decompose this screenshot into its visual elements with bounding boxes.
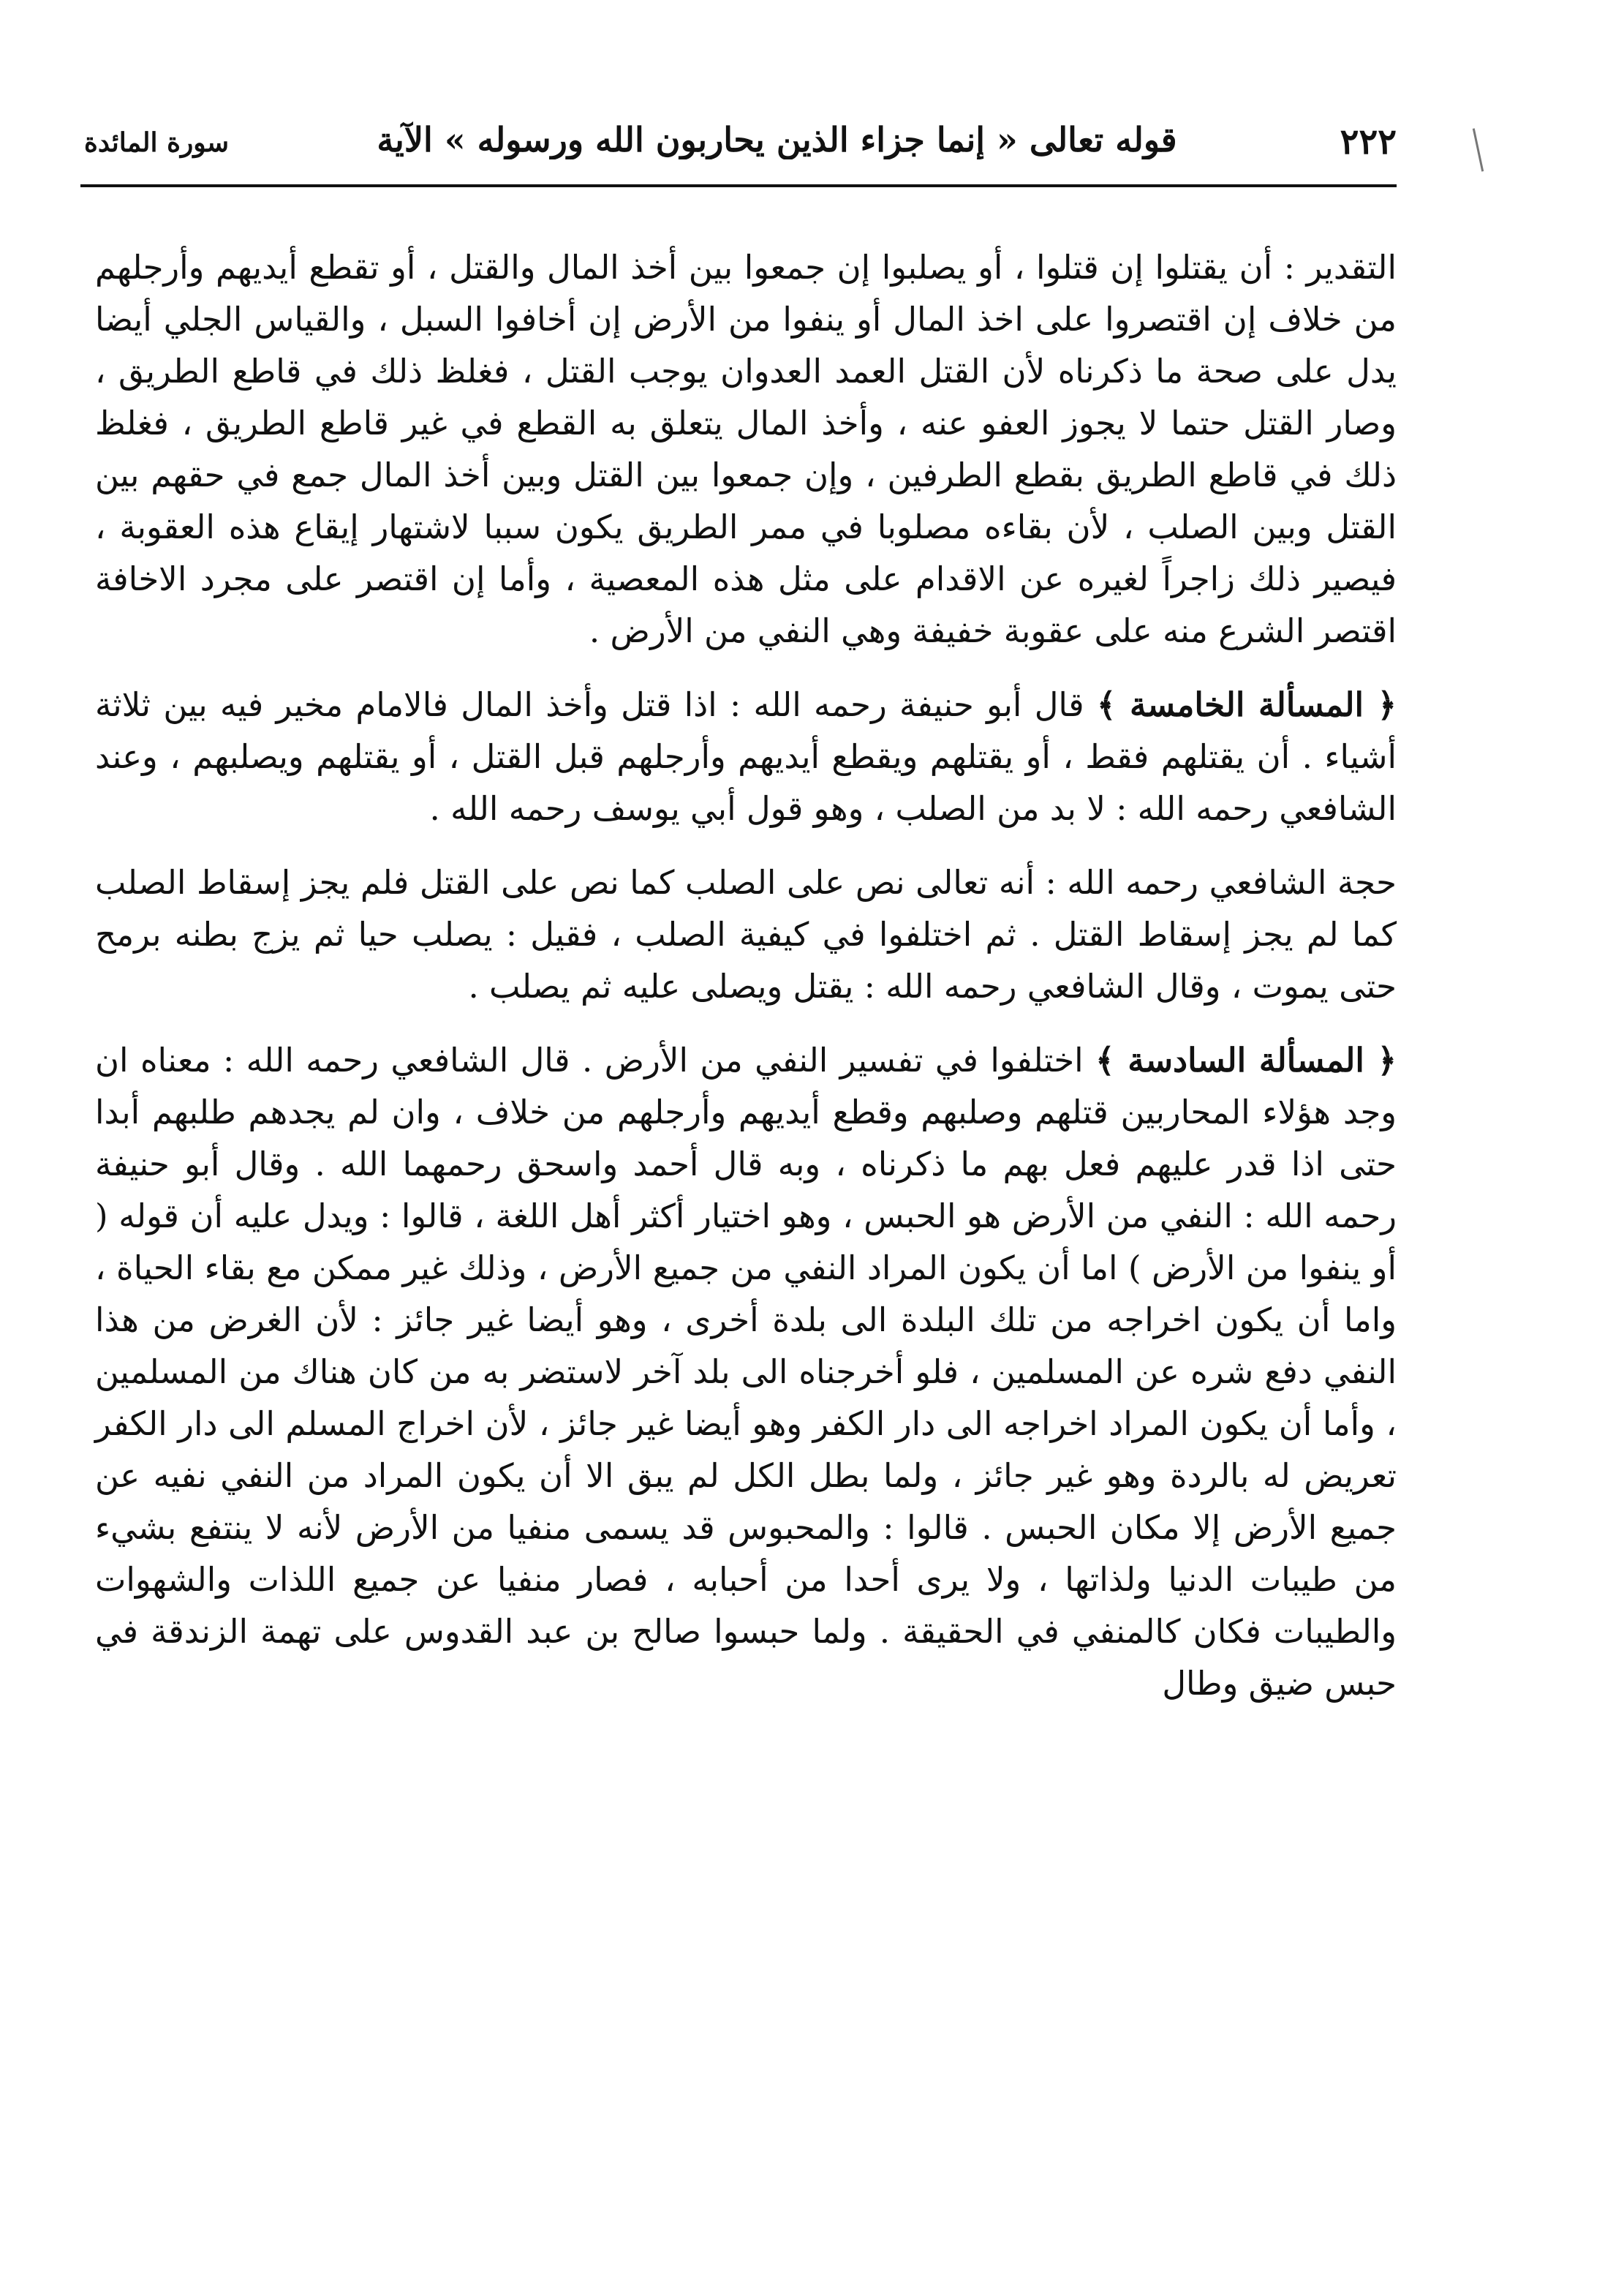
running-title: قوله تعالى « إنما جزاء الذين يحاربون الله ورسوله » الآية: [377, 120, 1177, 159]
paragraph-fifth-issue: [95, 679, 1397, 835]
sixth-issue-heading: ﴿ المسألة السادسة ﴾: [1095, 1041, 1397, 1080]
margin-mark: [1473, 128, 1484, 171]
sixth-issue-text: اختلفوا في تفسير النفي من الأرض . قال الشافعي رحمه الله : معناه ان وجد هؤلاء المحاربين قتلهم وصلبهم وقطع أيديهم وأرجلهم من خلاف ، وان لم يجدهم طلبهم أبدا حتى اذا قدر عليهم فعل بهم ما ذكرناه ، وبه قال أحمد واسحق رحمهما الله . وقال أبو حنيفة رحمه الله : النفي من الأرض هو الحبس ، وهو اختيار أكثر أهل اللغة ، قالوا : ويدل عليه أن قوله ( أو ينفوا من الأرض ) اما أن يكون المراد النفي من جميع الأرض ، وذلك غير ممكن مع بقاء الحياة ، واما أن يكون اخراجه من تلك البلدة الى بلدة أخرى ، وهو أيضا غير جائز : لأن الغرض من هذا النفي دفع شره عن المسلمين ، فلو أخرجناه الى بلد آخر لاستضر به من كان هناك من المسلمين ، وأما أن يكون المراد اخراجه الى دار الكفر وهو أيضا غير جائز ، لأن اخراج المسلم الى دار الكفر تعريض له بالردة وهو غير جائز ، ولما بطل الكل لم يبق الا أن يكون المراد من النفي نفيه عن جميع الأرض إلا مكان الحبس . قالوا : والمحبوس قد يسمى منفيا من الأرض لأنه لا ينتفع بشيء من طيبات الدنيا ولذاتها ، ولا يرى أحدا من أحبابه ، فصار منفيا عن جميع اللذات والشهوات والطيبات فكان كالمنفي في الحقيقة . ولما حبسوا صالح بن عبد القدوس على تهمة الزندقة في حبس ضيق وطال: [95, 1041, 1397, 1703]
fifth-issue-heading: ﴿ المسألة الخامسة ﴾: [1096, 685, 1397, 724]
page-number: ٢٢٢: [1340, 121, 1397, 162]
paragraph-taqdir: التقدير : أن يقتلوا إن قتلوا ، أو يصلبوا إن جمعوا بين أخذ المال والقتل ، أو تقطع أيديهم وأرجلهم من خلاف إن اقتصروا على اخذ المال أو ينفوا من الأرض إن أخافوا السبل ، والقياس الجلي أيضا يدل على صحة ما ذكرناه لأن القتل العمد العدوان يوجب القتل ، فغلظ ذلك في قاطع الطريق ، وصار القتل حتما لا يجوز العفو عنه ، وأخذ المال يتعلق به القطع في غير قاطع الطريق ، فغلظ ذلك في قاطع الطريق بقطع الطرفين ، وإن جمعوا بين القتل وبين أخذ المال جمع في حقهم بين القتل وبين الصلب ، لأن بقاءه مصلوبا في ممر الطريق يكون سببا لاشتهار إيقاع هذه العقوبة ، فيصير ذلك زاجراً لغيره عن الاقدام على مثل هذه المعصية ، وأما إن اقتصر على مجرد الاخافة اقتصر الشرع منه على عقوبة خفيفة وهي النفي من الأرض .: [95, 248, 1397, 650]
paragraph-sixth-issue: [95, 1034, 1397, 1709]
paragraph-shafii-argument: حجة الشافعي رحمه الله : أنه تعالى نص على الصلب كما نص على القتل فلم يجز إسقاط الصلب كما لم يجز إسقاط القتل . ثم اختلفوا في كيفية الصلب ، فقيل : يصلب حيا ثم يزج بطنه برمح حتى يموت ، وقال الشافعي رحمه الله : يقتل ويصلى عليه ثم يصلب .: [95, 863, 1397, 1006]
surah-name: سورة المائدة: [84, 127, 230, 158]
header-rule: [80, 184, 1397, 187]
fifth-issue-text: قال أبو حنيفة رحمه الله : اذا قتل وأخذ المال فالامام مخير فيه بين ثلاثة أشياء . أن يقتلهم فقط ، أو يقتلهم ويقطع أيديهم وأرجلهم قبل القتل ، أو يقتلهم ويصلبهم ، وعند الشافعي رحمه الله : لا بد من الصلب ، وهو قول أبي يوسف رحمه الله .: [95, 685, 1397, 828]
page-header: [84, 117, 1397, 176]
body-text: [95, 241, 1397, 1709]
